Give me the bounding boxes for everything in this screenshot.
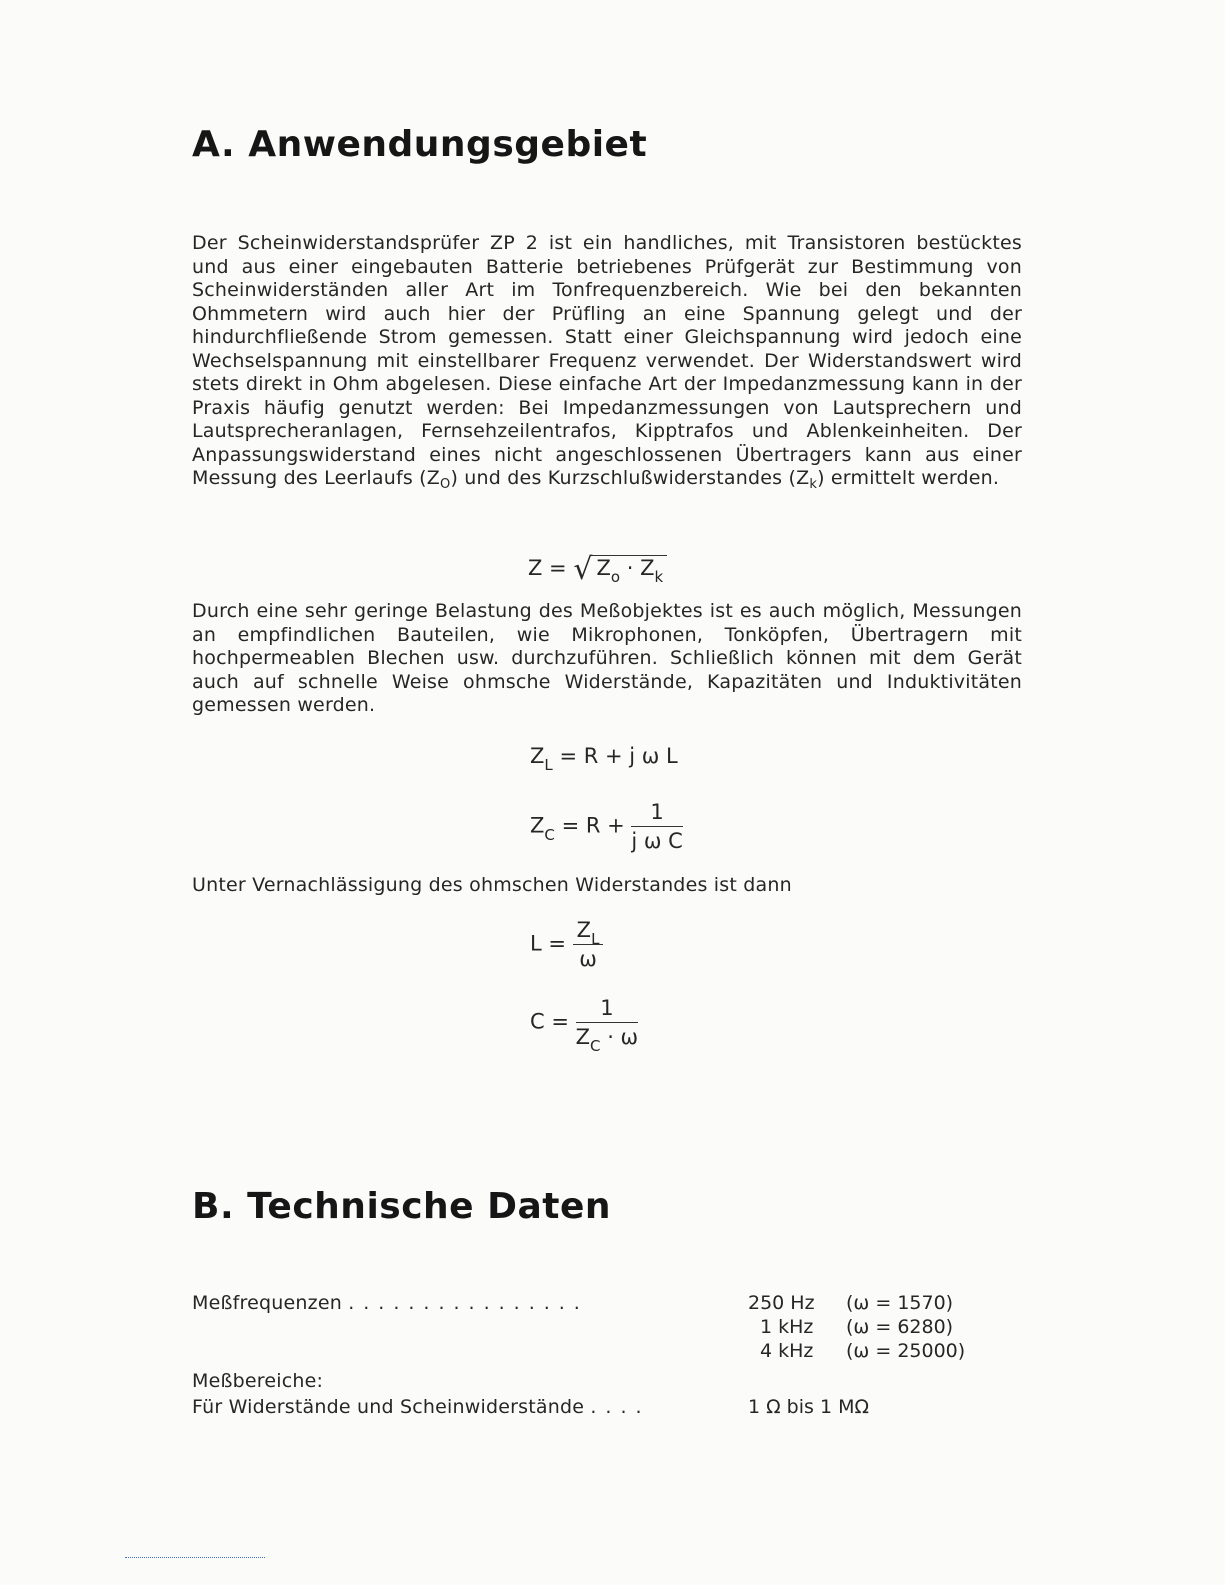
freq-value-1: 250 Hz	[748, 1292, 815, 1314]
bottom-rule	[125, 1557, 265, 1558]
freq-value-3: 4 kHz	[760, 1340, 814, 1362]
formula-c: C = $\frac{1}{Z_C \cdot \omega}$	[530, 996, 639, 1055]
section-a-heading: A. Anwendungsgebiet	[192, 124, 648, 165]
section-a-paragraph-1: Der Scheinwiderstandsprüfer ZP 2 ist ein handliches, mit Transistoren bestücktes und aus einer eingebauten Batterie betriebenes Prüfgerät zur Bestimmung von Scheinwiderständen aller Art im Tonfrequenzbereich. Wie bei den bekannten Ohmmetern wird auch hier der Prüfling an eine Spannung gelegt und der hindurchfließende Strom gemessen. Statt einer Gleichspannung wird jedoch eine Wechselspannung mit einstellbarer Frequenz verwendet. Der Widerstandswert wird stets direkt in Ohm abgelesen. Diese einfache Art der Impedanzmessung kann in der Praxis häufig genutzt werden: Bei Impedanzmessungen von Lautsprechern und Lautsprecheranlagen, Fernsehzeilentrafos, Kipptrafos und Ablenkeinheiten. Der Anpassungswiderstand eines nicht angeschlossenen Übertragers kann aus einer Messung des Leerlaufs $(Z_O)$ und des Kurzschlußwiderstandes $(Z_k)$ ermittelt werden.	[192, 232, 1022, 492]
sqrt-icon: √	[573, 552, 593, 587]
section-b-heading: B. Technische Daten	[192, 1186, 612, 1227]
freq-value-2: 1 kHz	[760, 1316, 814, 1338]
sqrt-radicand: $Z_o \cdot Z_k$	[592, 555, 667, 580]
section-a-paragraph-3: Unter Vernachlässigung des ohmschen Widerstandes ist dann	[192, 874, 792, 896]
row-messfrequenzen: Meßfrequenzen ................	[192, 1292, 589, 1314]
freq-omega-3: (ω = 25000)	[846, 1340, 966, 1362]
resistance-range-value: 1 Ω bis 1 MΩ	[748, 1396, 870, 1418]
formula-l: L = $\frac{Z_L}{\omega}$	[530, 918, 603, 971]
formula-zl: $Z_L = R + j$ ω L	[530, 744, 678, 774]
freq-omega-2: (ω = 6280)	[846, 1316, 954, 1338]
formula-zc: $Z_C = R$ + $\frac{1}{\text{j ω C}}$	[530, 800, 683, 853]
formula-z-sqrt: Z = √ $Z_o \cdot Z_k$	[528, 548, 667, 583]
fraction-l: $\frac{Z_L}{\omega}$	[573, 918, 604, 971]
freq-omega-1: (ω = 1570)	[846, 1292, 954, 1314]
fraction-c: $\frac{1}{Z_C \cdot \omega}$	[575, 996, 639, 1055]
section-a-paragraph-2: Durch eine sehr geringe Belastung des Meßobjektes ist es auch möglich, Messungen an empfindlichen Bauteilen, wie Mikrophonen, Tonköpfen, Übertragern mit hochpermeablen Blechen usw. durchzuführen. Schließlich können mit dem Gerät auch auf schnelle Weise ohmsche Widerstände, Kapazitäten und Induktivitäten gemessen werden.	[192, 600, 1022, 716]
fraction-zc: $\frac{1}{\text{j ω C}}$	[631, 800, 683, 853]
row-messbereiche: Meßbereiche:	[192, 1370, 324, 1392]
row-widerstaende: Für Widerstände und Scheinwiderstände ....	[192, 1396, 651, 1418]
